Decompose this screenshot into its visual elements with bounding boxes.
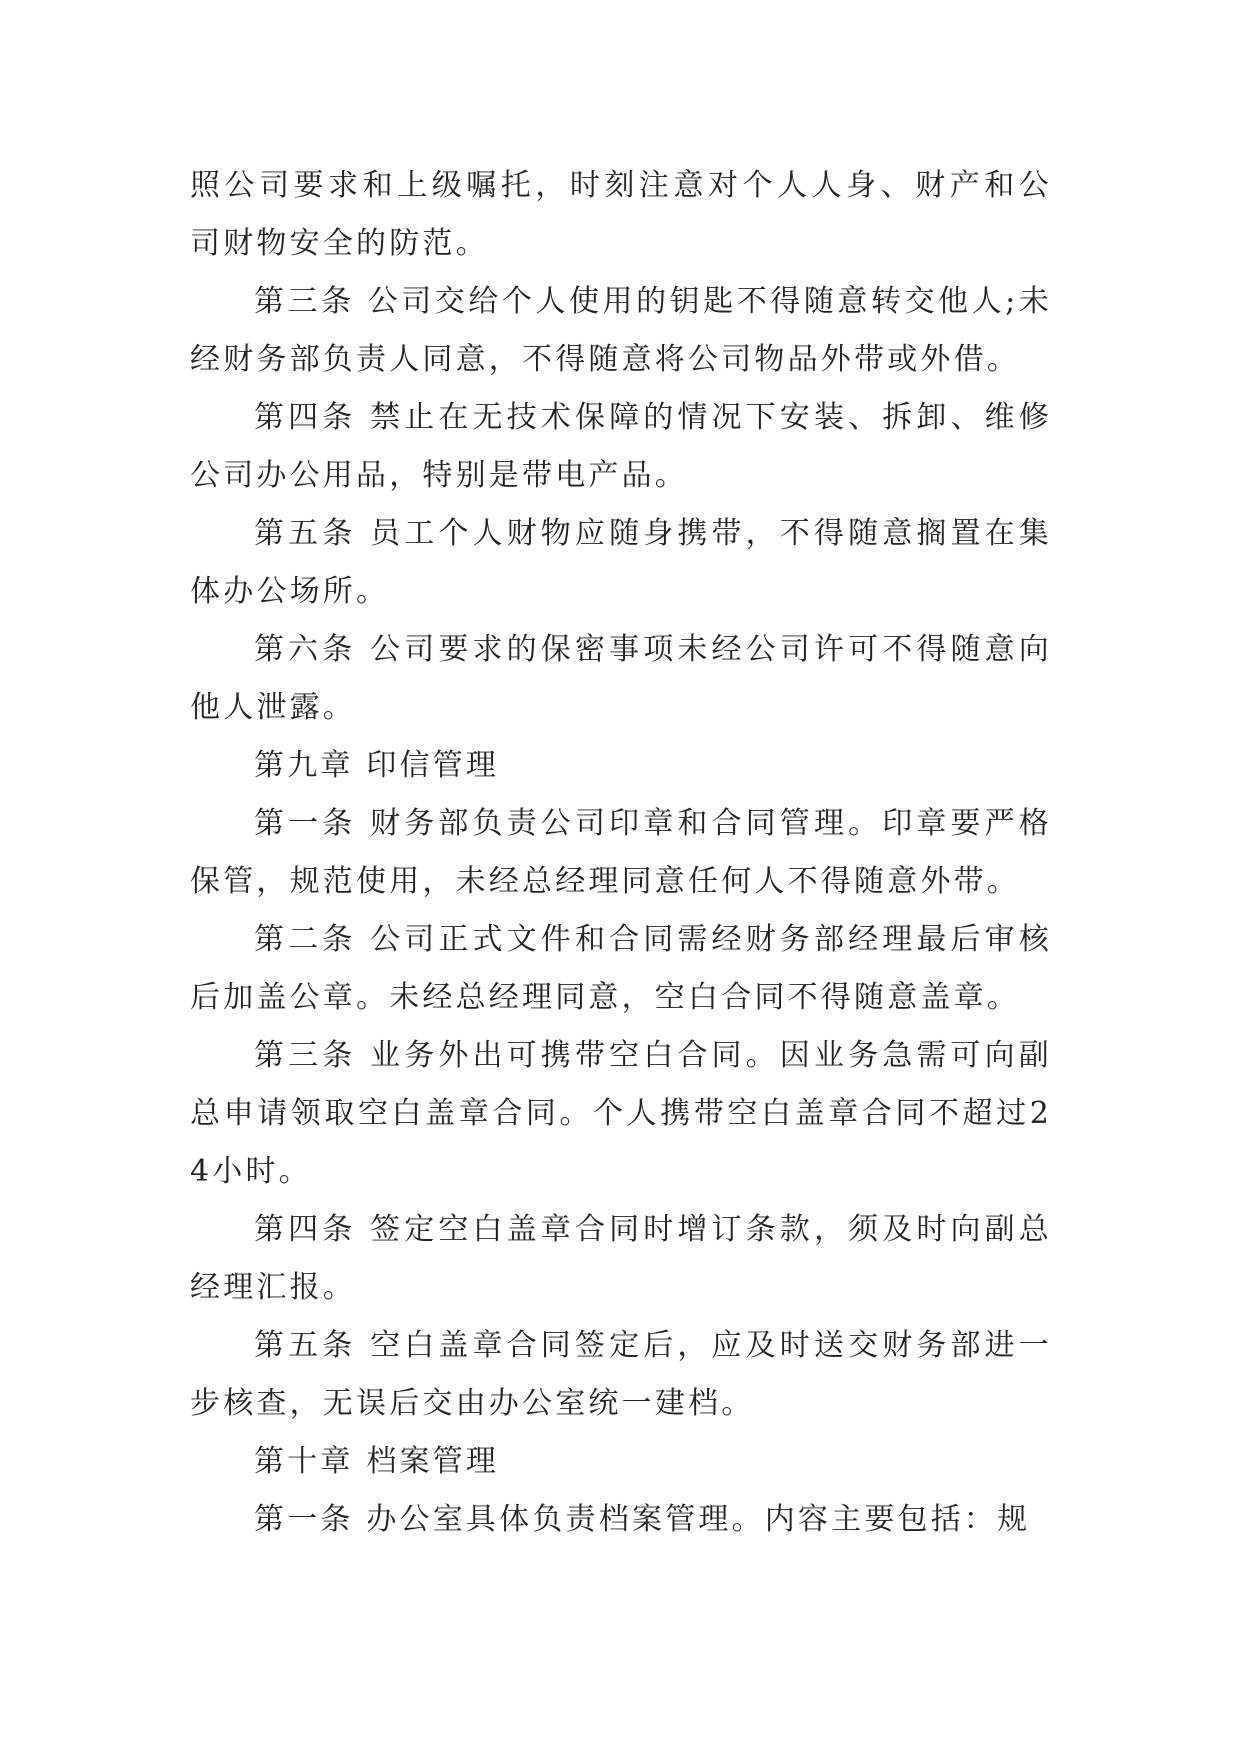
chapter-heading-9: 第九章 印信管理 (254, 748, 500, 783)
paragraph-article-6: 第六条 公司要求的保密事项未经公司许可不得随意向他人泄露。 (190, 632, 1052, 725)
paragraph-ch9-article-3: 第三条 业务外出可携带空白合同。因业务急需可向副总申请领取空白盖章合同。个人携带空白盖章合同不超过24小时。 (190, 1038, 1052, 1189)
paragraph-ch9-article-4: 第四条 签定空白盖章合同时增订条款，须及时向副总经理汇报。 (190, 1212, 1052, 1305)
paragraph-ch9-article-1: 第一条 财务部负责公司印章和合同管理。印章要严格保管，规范使用，未经总经理同意任何人不得随意外带。 (190, 806, 1052, 899)
paragraph-ch10-article-1: 第一条 办公室具体负责档案管理。内容主要包括：规 (254, 1502, 1031, 1537)
paragraph-ch9-article-5: 第五条 空白盖章合同签定后，应及时送交财务部进一步核查，无误后交由办公室统一建档。 (190, 1328, 1052, 1421)
paragraph-article-4: 第四条 禁止在无技术保障的情况下安装、拆卸、维修公司办公用品，特别是带电产品。 (190, 400, 1052, 493)
chapter-heading-10: 第十章 档案管理 (254, 1444, 500, 1479)
paragraph-article-3: 第三条 公司交给个人使用的钥匙不得随意转交他人;未经财务部负责人同意，不得随意将公司物品外带或外借。 (190, 284, 1052, 377)
document-body (190, 157, 1052, 1549)
paragraph-ch9-article-2: 第二条 公司正式文件和合同需经财务部经理最后审核后加盖公章。未经总经理同意，空白合同不得随意盖章。 (190, 922, 1052, 1015)
paragraph-article-5: 第五条 员工个人财物应随身携带，不得随意搁置在集体办公场所。 (190, 516, 1052, 609)
paragraph-continuation: 照公司要求和上级嘱托，时刻注意对个人人身、财产和公司财物安全的防范。 (190, 168, 1052, 261)
